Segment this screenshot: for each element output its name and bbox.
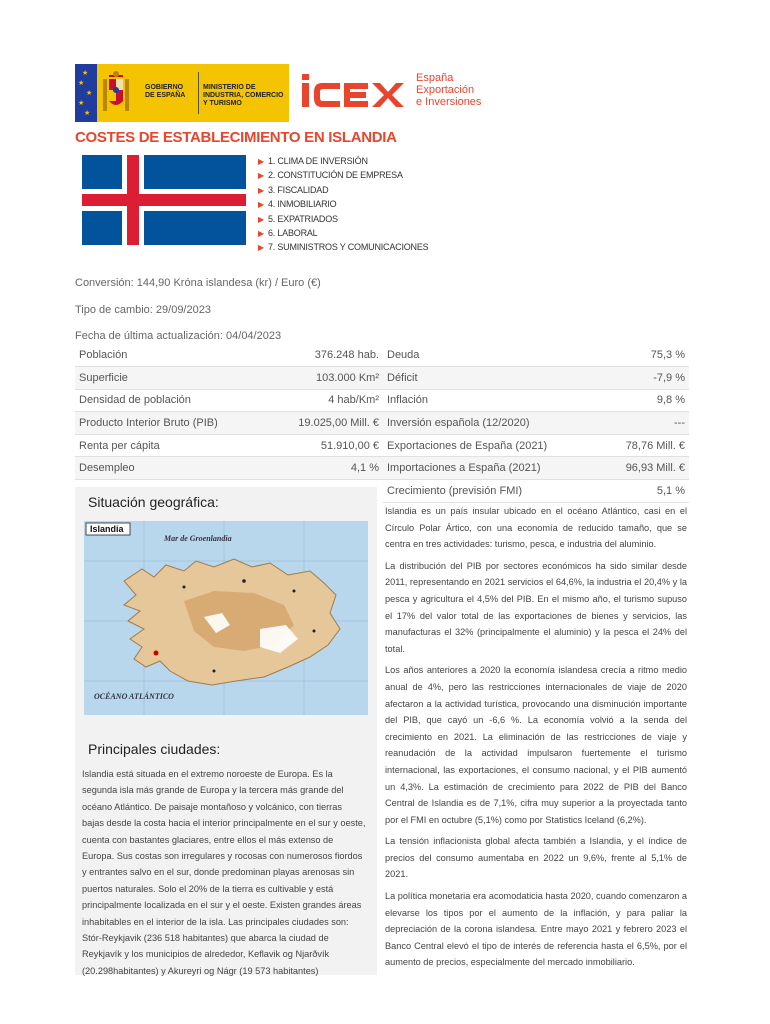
icex-tagline xyxy=(416,72,481,108)
stat-label: Crecimiento (previsión FMI) xyxy=(383,480,602,503)
stat-row xyxy=(383,480,689,503)
icex-tagline-line: Exportación xyxy=(416,84,475,96)
gobierno-logo xyxy=(75,64,289,122)
triangle-right-icon: ▶ xyxy=(258,157,264,166)
economy-text xyxy=(385,503,687,976)
toc-item-clima[interactable] xyxy=(258,154,428,168)
stats-table-left xyxy=(75,344,383,480)
stat-value: 9,8 % xyxy=(602,389,689,412)
stat-row xyxy=(75,434,383,457)
gobierno-label: GOBIERNO DE ESPAÑA xyxy=(145,84,186,99)
triangle-right-icon: ▶ xyxy=(258,185,264,195)
last-update-date: Fecha de última actualización: 04/04/2023 xyxy=(75,330,282,342)
toc-item-laboral[interactable] xyxy=(258,226,428,240)
toc-label: 1. CLIMA DE INVERSIÓN xyxy=(267,156,368,166)
stat-value: 19.025,00 Mill. € xyxy=(265,412,383,435)
paragraph: Islandia es un país insular ubicado en el océano Atlántico, casi en el Círculo Polar Ártico, con una economía de reducido tamaño, que se centra en tres actividades: turismo, pesca, e industria del aluminio. xyxy=(385,506,687,550)
divider xyxy=(198,72,199,114)
toc-item-inmobiliario[interactable] xyxy=(258,197,428,211)
stat-label: Déficit xyxy=(383,367,602,390)
stat-value: 51.910,00 € xyxy=(265,434,383,457)
stat-row xyxy=(75,344,383,367)
toc-item-expatriados[interactable] xyxy=(258,212,428,226)
map-sea-north: Mar de Groenlandia xyxy=(164,534,232,543)
eu-flag-strip: ★ ★ ★ ★ ★ xyxy=(75,64,97,122)
stat-label: Población xyxy=(75,344,265,367)
stat-value: -7,9 % xyxy=(602,367,689,390)
stat-row xyxy=(75,412,383,435)
stat-value: 75,3 % xyxy=(602,344,689,367)
stat-label: Inflación xyxy=(383,389,602,412)
stat-label: Inversión española (12/2020) xyxy=(383,412,602,435)
triangle-right-icon: ▶ xyxy=(258,200,264,210)
cities-section-title: Principales ciudades: xyxy=(88,741,221,757)
triangle-right-icon: ▶ xyxy=(258,171,264,181)
stat-label: Renta per cápita xyxy=(75,434,265,457)
cities-paragraph: Islandia está situada en el extremo noroeste de Europa. Es la segunda isla más grande de Europa y la tercera más grande del océano Atlántico. De paisaje montañoso y volcánico, con tierras bajas desde la costa hacia el interior principalmente en el sur y oeste, cuenta con bastantes glaciares, entre ellos el más extenso de Europa. Sus costas son irregulares y rocosas con numerosos fiordos y entrantes salvo en el sur, donde predominan playas arenosas sin puertos naturales. Solo el 20% de la tierra es cultivable y está principalmente localizada en el sur y el oeste. Existen grandes áreas inhabitables en el interior de la isla. Las principales ciudades son: Stór-Reykjavik (236 518 habitantes) que abarca la ciudad de Reykjavík y los municipios de alrededor, Keflavik og Njarðvík (20.298habitantes) y Akureyri og Nágr (19 573 habitantes) xyxy=(82,769,366,976)
stats-table-right xyxy=(383,344,689,503)
stat-row xyxy=(75,367,383,390)
paragraph: La tensión inflacionista global afecta también a Islandia, y el índice de precios del consumo aumentaba en 2022 un 9,6%, frente al 5,1% de 2021. xyxy=(385,836,687,880)
toc-label: 6. LABORAL xyxy=(267,227,318,238)
stat-row xyxy=(383,434,689,457)
stat-value: 103.000 Km² xyxy=(265,367,383,390)
iceland-map-icon xyxy=(84,521,368,715)
stat-value: 376.248 hab. xyxy=(265,344,383,367)
stat-row xyxy=(383,367,689,390)
icex-logo xyxy=(300,70,410,120)
stat-label: Exportaciones de España (2021) xyxy=(383,434,602,457)
toc-item-suministros[interactable] xyxy=(258,240,428,254)
paragraph: La distribución del PIB por sectores económicos ha sido similar desde 2011, representando en 2021 servicios el 64,6%, la industria el 20,4% y la pesca y agricultura el 4,5% del PIB. En el mismo año, el turismo supuso el 17% del valor total de las exportaciones de bienes y servicios, las manufacturas el 32% (principalmente el aluminio) y la pesca el 24% del total. xyxy=(385,560,687,654)
iceland-flag-icon xyxy=(82,155,246,245)
toc-item-constitucion[interactable] xyxy=(258,168,428,182)
triangle-right-icon: ▶ xyxy=(258,228,264,238)
stat-label: Superficie xyxy=(75,367,265,390)
stat-row xyxy=(383,457,689,480)
stat-value: 4 hab/Km² xyxy=(265,389,383,412)
icex-tagline-line: España xyxy=(416,72,454,84)
toc-label: 5. EXPATRIADOS xyxy=(267,213,338,224)
stat-value: 78,76 Mill. € xyxy=(602,434,689,457)
triangle-right-icon: ▶ xyxy=(258,214,264,224)
stat-row xyxy=(75,389,383,412)
stat-value: 96,93 Mill. € xyxy=(602,457,689,480)
icex-tagline-line: e Inversiones xyxy=(416,96,482,108)
triangle-right-icon: ▶ xyxy=(258,243,264,253)
stat-label: Importaciones a España (2021) xyxy=(383,457,602,480)
exchange-date: Tipo de cambio: 29/09/2023 xyxy=(75,304,211,316)
stat-row xyxy=(75,457,383,480)
stat-value: 4,1 % xyxy=(265,457,383,480)
map-sea-south: OCÉANO ATLÁNTICO xyxy=(94,692,174,701)
coat-of-arms-icon xyxy=(101,69,131,117)
stat-label: Deuda xyxy=(383,344,602,367)
conversion-rate: Conversión: 144,90 Króna islandesa (kr) / Euro (€) xyxy=(75,277,321,289)
toc-label: 3. FISCALIDAD xyxy=(267,184,329,195)
stat-row xyxy=(383,389,689,412)
icex-logo-icon xyxy=(300,70,410,110)
stat-row xyxy=(383,412,689,435)
toc-label: 7. SUMINISTROS Y COMUNICACIONES xyxy=(267,242,429,253)
stat-value: 5,1 % xyxy=(602,480,689,503)
stat-value: --- xyxy=(602,412,689,435)
stat-label: Desempleo xyxy=(75,457,265,480)
geo-section-title: Situación geográfica: xyxy=(88,494,219,510)
ministry-label: MINISTERIO DE INDUSTRIA, COMERCIO Y TURISMO xyxy=(203,84,284,107)
paragraph: La política monetaria era acomodaticia hasta 2020, cuando comenzaron a elevarse los tipos por el aumento de la inflación, y para paliar la depreciación de la corona islandesa. Entre mayo 2021 y febrero 2023 el Banco Central elevó el tipo de interés de referencia hasta el 6,5%, por el aumento de precios, especialmente del mercado inmobiliario. xyxy=(385,891,687,968)
toc-label: 4. INMOBILIARIO xyxy=(267,199,337,210)
paragraph: Los años anteriores a 2020 la economía islandesa crecía a ritmo medio anual de 4%, pero las restricciones internacionales de viaje de 2020 afectaron a la actividad turística, provocando una disminución importante del PIB, que cayó un -6,6 %. La economía volvió a la senda del crecimiento en 2021. La eliminación de las restricciones de viaje y reanudación de la actividad impulsaron fuertemente el turismo internacional, las exportaciones, el consumo nacional, y el PIB aumentó un 4,3%. La estimación de crecimiento para 2022 de PIB del Banco Central de Islandia es de 7,1%, cifra muy superior a la proyectada tanto por el FMI en octubre (5,1%) como por Statistics Iceland (6,2%). xyxy=(385,665,687,825)
map-label: Islandia xyxy=(90,524,124,534)
page-title: COSTES DE ESTABLECIMIENTO EN ISLANDIA xyxy=(75,129,397,146)
stat-label: Densidad de población xyxy=(75,389,265,412)
toc-item-fiscalidad[interactable] xyxy=(258,183,428,197)
stat-row xyxy=(383,344,689,367)
stat-label: Producto Interior Bruto (PIB) xyxy=(75,412,265,435)
toc-label: 2. CONSTITUCIÓN DE EMPRESA xyxy=(267,170,403,181)
table-of-contents xyxy=(258,154,428,255)
